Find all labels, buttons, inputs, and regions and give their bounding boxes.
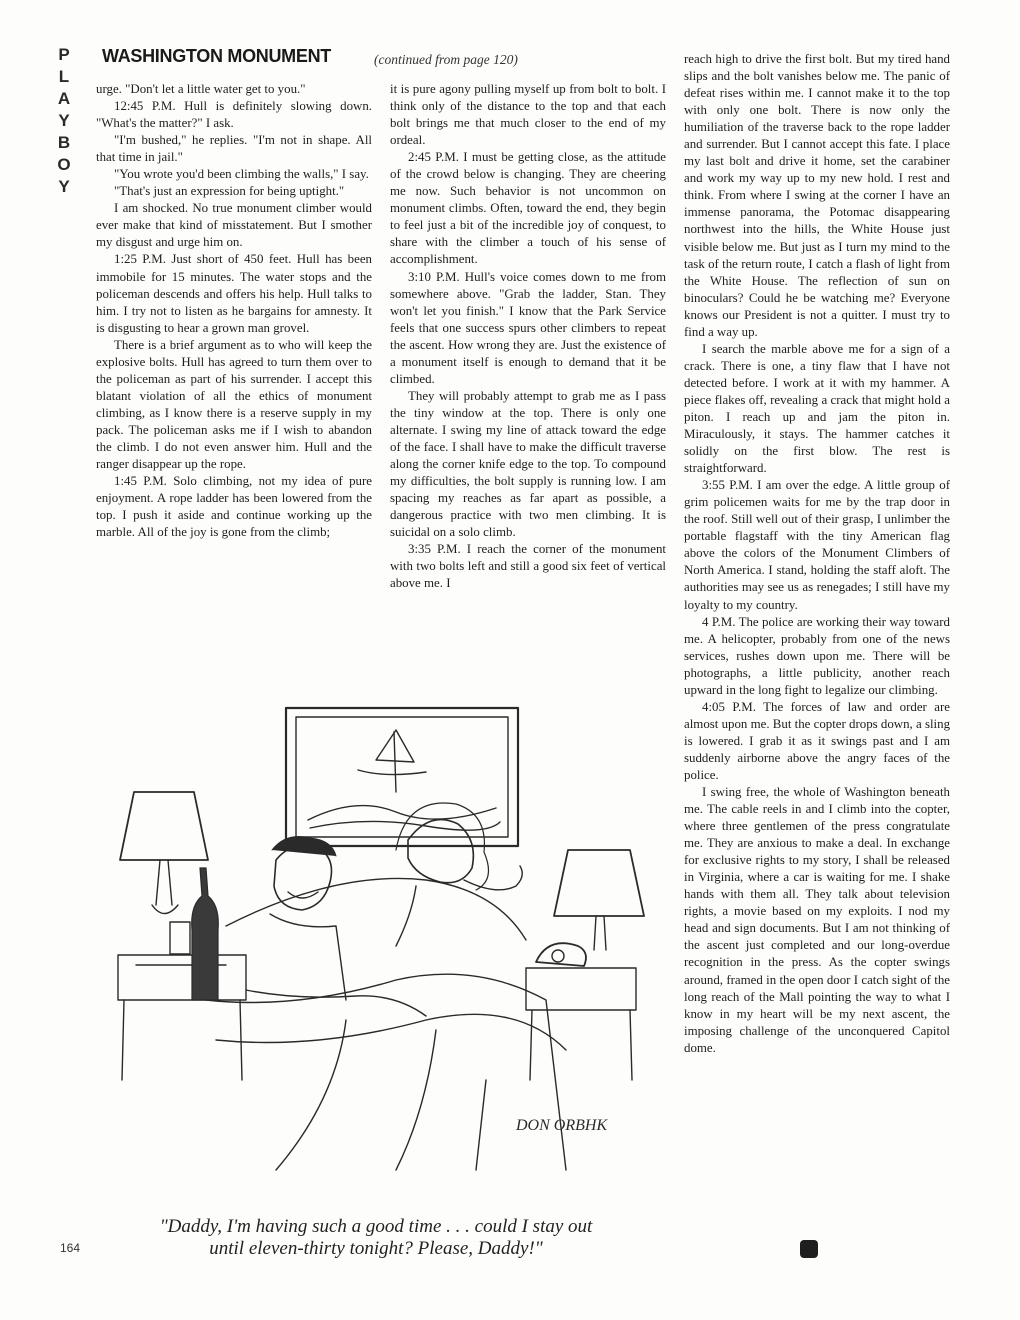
- paragraph: reach high to drive the first bolt. But my tired hand slips and the bolt vanishes below me. The panic of defeat rises within me. I cannot make it to the top with only one bolt. There is now only the humiliation of the traverse back to the rope ladder and surrender. But I cannot accept this fate. I place my last bolt and drive it home, set the carabiner and work my way up to my new hold. I rest and think. From where I swing at the corner I have an immense panorama, the Potomac disappearing northwest into the hills, the White House just visible below me. But just as I turn my mind to the task of the return route, I catch a flash of light from the White House. The reflection of sun on binoculars? Could he be watching me? Everyone knows our President is not a quitter. I must try to find a way up.: [684, 52, 950, 339]
- page-number: 164: [60, 1241, 81, 1255]
- masthead-letter: L: [58, 67, 70, 86]
- paragraph: "I'm bushed," he replies. "I'm not in shape. All that time in jail.": [96, 133, 372, 165]
- paragraph: They will probably attempt to grab me as I pass the tiny window at the top. There is only one alternate. I swing my line of attack toward the edge of the face. I shall have to make the difficult traverse along the corner knife edge to the top. To compound my difficulties, the bolt supply is running low. I am spacing my reaches as far apart as possible, a dangerous practice with two men climbing. It is suicidal on a solo climb.: [390, 388, 666, 540]
- masthead-letter: A: [57, 89, 71, 108]
- paragraph: urge. "Don't let a little water get to you.": [96, 82, 306, 96]
- bed: [206, 878, 566, 1170]
- text-column-2: [390, 81, 666, 681]
- text-column-1: [96, 81, 372, 669]
- cartoon-caption: [96, 1216, 656, 1260]
- masthead-letter: Y: [58, 177, 70, 196]
- paragraph: 3:35 P.M. I reach the corner of the monument with two bolts left and still a good six feet of vertical above me. I: [390, 542, 666, 591]
- masthead-letter: B: [57, 133, 71, 152]
- paragraph: 12:45 P.M. Hull is definitely slowing down. "What's the matter?" I ask.: [96, 99, 372, 131]
- paragraph: 2:45 P.M. I must be getting close, as the attitude of the crowd below is changing. They are cheering me now. Such behavior is not uncommon on monument climbs. Often, toward the end, they begin to feel just a bit of the incredible joy of conquest, to share with the climber a touch of his sense of accomplishment.: [390, 150, 666, 267]
- article-title: WASHINGTON MONUMENT: [102, 46, 331, 66]
- continued-note: (continued from page 120): [374, 52, 518, 67]
- lamp-left: [120, 792, 208, 914]
- framed-picture: [286, 708, 518, 846]
- bottle-and-glass: [170, 868, 218, 1000]
- paragraph: I swing free, the whole of Washington beneath me. The cable reels in and I climb into the copter, where three gentlemen of the press congratulate me. They are anxious to make a deal. In exchange for exclusive rights to my story, I shall be released in Virginia, where a car is waiting for me. I shake hands with them all. They talk about television rights, a movie based on my exploits. I nod my head and sign documents. But I am not thinking of the ascent just completed and our long-overdue recognition in the press. As the copter swings around, framed in the open door I catch sight of the long reach of the Mall pointing the way to what I know in my heart will be my next ascent, the imposing challenge of the unconquered Capitol dome.: [684, 785, 950, 1055]
- paragraph: 3:55 P.M. I am over the edge. A little group of grim policemen waits for me by the trap door in the roof. Still well out of their grasp, I unlimber the portable flagstaff with the tiny American flag above the colors of the Monument Climbers of North America. I stand, holding the staff aloft. The authorities may see us as renegades; I still have my loyalty to my country.: [684, 478, 950, 612]
- paragraph: it is pure agony pulling myself up from bolt to bolt. I think only of the distance to the top and that each bolt brings me that much closer to the end of my ordeal.: [390, 82, 666, 148]
- paragraph: 4 P.M. The police are working their way toward me. A helicopter, probably from one of the news services, rushes down upon me. There will be photographs, a little publicity, another reach upward in the long fight to legalize our climbing.: [684, 614, 950, 697]
- paragraph: I am shocked. No true monument climber would ever make that kind of misstatement. But I smother my disgust and urge him on.: [96, 201, 372, 250]
- masthead-vertical: [52, 44, 76, 198]
- masthead-letter: Y: [58, 111, 70, 130]
- telephone: [536, 943, 586, 966]
- artist-signature: DON ORBHK: [516, 1117, 608, 1134]
- rabbit-end-mark-icon: [800, 1240, 818, 1258]
- paragraph: 1:45 P.M. Solo climbing, not my idea of pure enjoyment. A rope ladder has been lowered from the top. I push it aside and continue working up the marble. All of the joy is gone from the climb;: [96, 474, 372, 540]
- paragraph: There is a brief argument as to who will keep the explosive bolts. Hull has agreed to turn them over to the policeman as part of his surrender. I accept this blatant violation of all the ethics of monument climbing, as I know there is a reserve supply in my pack. The policeman asks me if I wish to abandon the climb. I do not even answer him. Hull and the ranger disappear up the rope.: [96, 337, 372, 472]
- paragraph: 3:10 P.M. Hull's voice comes down to me from somewhere above. "Grab the ladder, Stan. They won't let you finish." I know that the Park Service feels that one success spurs other climbers to repeat the ascent. How wrong they are. Just the existence of a monument itself is enough to demand that it be climbed.: [390, 269, 666, 386]
- paragraph: 1:25 P.M. Just short of 450 feet. Hull has been immobile for 15 minutes. The water stops and the policeman descends and offers his help. Hull talks to him. I try not to listen as he bargains for amnesty. It is disgusting to hear a grown man grovel.: [96, 252, 372, 335]
- lamp-right: [554, 850, 644, 950]
- text-column-3: [684, 51, 950, 1255]
- cartoon-illustration: [96, 700, 656, 1195]
- masthead-letter: O: [57, 155, 71, 174]
- paragraph: "That's just an expression for being uptight.": [114, 184, 345, 199]
- caption-line-1: "Daddy, I'm having such a good time . . . could I stay out: [159, 1216, 593, 1237]
- nightstand-left: [118, 955, 246, 1080]
- caption-line-2: until eleven-thirty tonight? Please, Daddy!": [209, 1238, 543, 1259]
- paragraph: "You wrote you'd been climbing the walls," I say.: [114, 167, 369, 182]
- man-figure: [246, 837, 426, 1017]
- masthead-letter: P: [58, 45, 70, 64]
- paragraph: 4:05 P.M. The forces of law and order are almost upon me. But the copter drops down, a sling is lowered. I grab it as it swings past and I am suddenly airborne above the angry faces of the police.: [684, 699, 950, 782]
- paragraph: I search the marble above me for a sign of a crack. There is one, a tiny flaw that I have not detected before. I work at it with my hammer. A piece flakes off, revealing a crack that might hold a piton. I reach up and jam the piton in. Miraculously, it stays. The hammer catches it solidly on the first blow. The rest is straightforward.: [684, 341, 950, 476]
- nightstand-right: [526, 968, 636, 1080]
